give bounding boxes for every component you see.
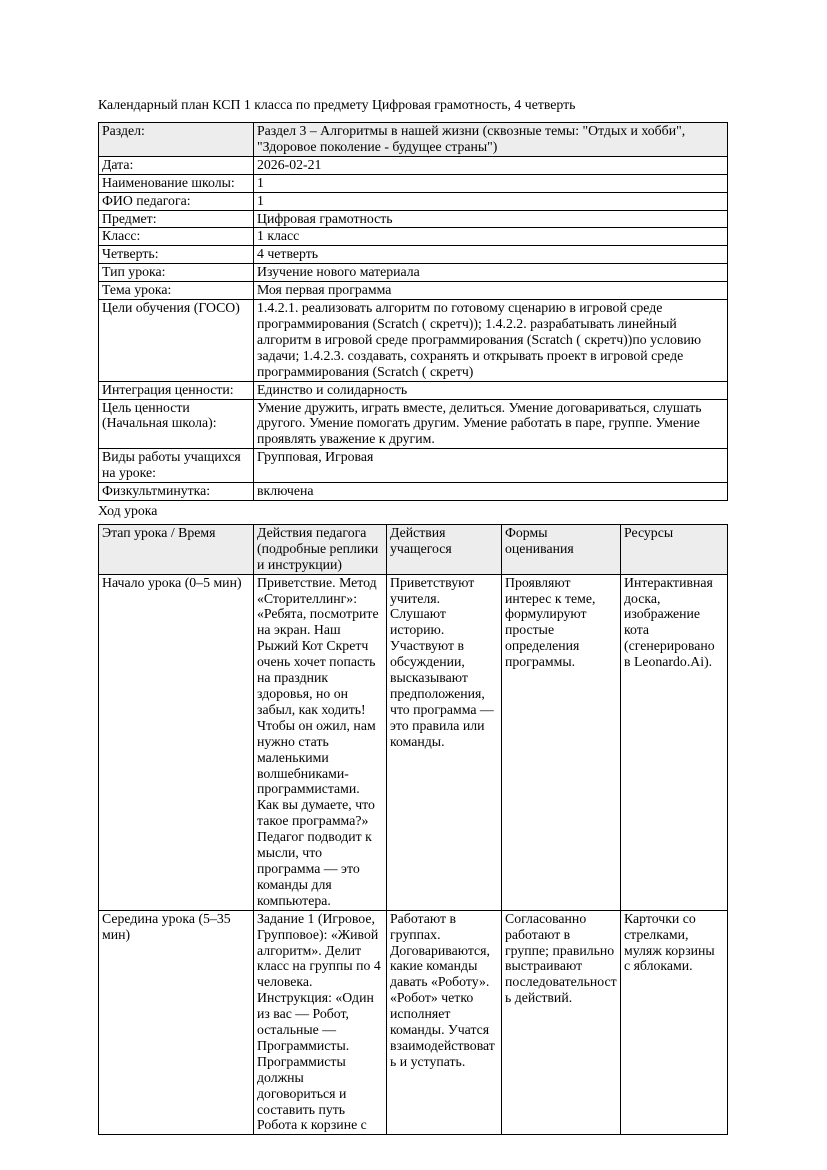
table-row [99, 228, 728, 246]
info-value: 1 [254, 192, 728, 210]
resources-cell: Карточки со стрелками, муляж корзины с яблоками. [621, 910, 728, 1135]
table-row [99, 264, 728, 282]
table-row [99, 483, 728, 501]
col-header-assessment: Формы оценивания [502, 524, 621, 574]
table-row [99, 399, 728, 449]
table-row [99, 381, 728, 399]
table-row [99, 192, 728, 210]
info-value: Групповая, Игровая [254, 449, 728, 483]
info-value: Моя первая программа [254, 282, 728, 300]
info-table [98, 122, 728, 501]
info-label: Тип урока: [99, 264, 254, 282]
table-row [99, 449, 728, 483]
col-header-stage: Этап урока / Время [99, 524, 254, 574]
info-label: Виды работы учащихся на уроке: [99, 449, 254, 483]
info-label: Интеграция ценности: [99, 381, 254, 399]
table-row [99, 156, 728, 174]
page-title: Календарный план КСП 1 класса по предмету Цифровая грамотность, 4 четверть [98, 97, 576, 112]
assessment-cell: Проявляют интерес к теме, формулируют простые определения программы. [502, 574, 621, 910]
info-value: Цифровая грамотность [254, 210, 728, 228]
lesson-row [99, 910, 728, 1135]
table-row [99, 174, 728, 192]
info-label: Цели обучения (ГОСО) [99, 300, 254, 382]
student-actions-cell: Работают в группах. Договариваются, какие команды давать «Роботу». «Робот» четко исполняет команды. Учатся взаимодействовать и уступать. [387, 910, 502, 1135]
info-value: включена [254, 483, 728, 501]
assessment-cell: Согласованно работают в группе; правильно выстраивают последовательность действий. [502, 910, 621, 1135]
info-label: Четверть: [99, 246, 254, 264]
table-row [99, 300, 728, 382]
stage-cell: Середина урока (5–35 мин) [99, 910, 254, 1135]
table-row [99, 210, 728, 228]
teacher-actions-cell: Задание 1 (Игровое, Групповое): «Живой алгоритм». Делит класс на группы по 4 человека. Инструкция: «Один из вас — Робот, остальные — Программисты. Программисты должны договориться и составить путь Робота к корзине с [254, 910, 387, 1135]
info-value: 1 класс [254, 228, 728, 246]
info-label: Цель ценности (Начальная школа): [99, 399, 254, 449]
info-label: Тема урока: [99, 282, 254, 300]
info-value: Единство и солидарность [254, 381, 728, 399]
student-actions-cell: Приветствуют учителя. Слушают историю. Участвуют в обсуждении, высказывают предположения, что программа — это правила или команды. [387, 574, 502, 910]
stage-cell: Начало урока (0–5 мин) [99, 574, 254, 910]
col-header-teacher-actions: Действия педагога (подробные реплики и инструкции) [254, 524, 387, 574]
info-label: ФИО педагога: [99, 192, 254, 210]
col-header-student-actions: Действия учащегося [387, 524, 502, 574]
info-label: Предмет: [99, 210, 254, 228]
resources-cell: Интерактивная доска, изображение кота (сгенерировано в Leonardo.Ai). [621, 574, 728, 910]
info-label: Физкультминутка: [99, 483, 254, 501]
table-row [99, 282, 728, 300]
section-heading: Ход урока [98, 502, 158, 518]
col-header-resources: Ресурсы [621, 524, 728, 574]
teacher-actions-cell: Приветствие. Метод «Сторителлинг»: «Ребята, посмотрите на экран. Наш Рыжий Кот Скретч очень хочет попасть на праздник здоровья, но он забыл, как ходить! Чтобы он ожил, нам нужно стать маленькими волшебниками-программистами. Как вы думаете, что такое программа?» Педагог подводит к мысли, что программа — это команды для компьютера. [254, 574, 387, 910]
info-value: Раздел 3 – Алгоритмы в нашей жизни (сквозные темы: "Отдых и хобби", "Здоровое поколение - будущее страны") [254, 123, 728, 157]
lesson-header-row [99, 524, 728, 574]
table-row [99, 246, 728, 264]
lesson-table [98, 524, 728, 1135]
info-label: Наименование школы: [99, 174, 254, 192]
info-value: 4 четверть [254, 246, 728, 264]
info-label: Дата: [99, 156, 254, 174]
info-value: Умение дружить, играть вместе, делиться. Умение договариваться, слушать другого. Умение помогать другим. Умение работать в паре, группе. Умение проявлять уважение к другим. [254, 399, 728, 449]
table-row [99, 123, 728, 157]
info-value: Изучение нового материала [254, 264, 728, 282]
info-label: Раздел: [99, 123, 254, 157]
info-value: 2026-02-21 [254, 156, 728, 174]
info-label: Класс: [99, 228, 254, 246]
info-value: 1.4.2.1. реализовать алгоритм по готовому сценарию в игровой среде программирования (Scratch ( скретч)); 1.4.2.2. разрабатывать линейный алгоритм в игровой среде программирования (Scratch ( скретч))по условию задачи; 1.4.2.3. создавать, сохранять и открывать проект в игровой среде программирования (Scratch ( скретч) [254, 300, 728, 382]
info-value: 1 [254, 174, 728, 192]
lesson-row [99, 574, 728, 910]
